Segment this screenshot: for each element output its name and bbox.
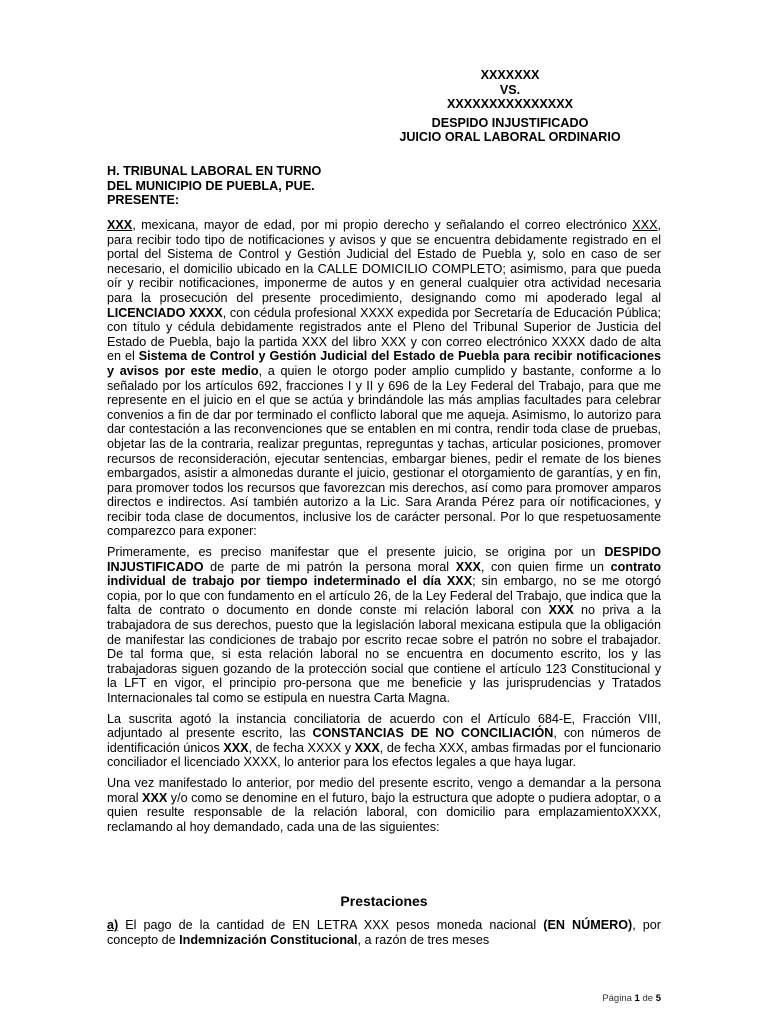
text-run: , mexicana, mayor de edad, por mi propio derecho y señalando el correo electrónico [132,218,633,232]
bold-run: XXX [142,790,168,805]
text-run: La suscrita agotó la instancia conciliatoria de acuerdo con el Artículo 684-E, Fracción VIII, adjuntado al presente escrito, las [107,711,661,741]
versus-label: VS. [499,82,521,97]
page-total: 5 [655,993,661,1004]
trial-type: JUICIO ORAL LABORAL ORDINARIO [399,130,621,144]
addressee-line-2: DEL MUNICIPIO DE PUEBLA, PUE. [107,178,315,193]
page-footer [602,993,661,1004]
bold-run: XXX [548,603,574,618]
bold-run: Indemnización Constitucional [179,932,358,947]
bold-run: (EN NÚMERO) [543,918,633,932]
text-run: de parte de mi patrón la persona moral [203,559,456,574]
text-run: , para recibir todo tipo de notificaciones y avisos y que se encuentra debidamente registrado en el portal del Sistema de Control y Gestión Judicial del Estado de Puebla y, solo en caso de ser necesario, el domicilio ubicado en la CALLE DOMICILIO COMPLETO; asimismo, para que pueda oír y recibir notificaciones, imponerme de autos y en general cualquier otra actividad necesaria para la prosecución del presente procedimiento, designando como mi apoderado legal al [107,218,661,305]
text-run: y/o como se denomine en el futuro, bajo la estructura que adopte o pudiera adoptar, o a quien resulte responsable de la relación laboral, con domicilio para emplazamientoXXXX, reclamando al hoy demandado, cada una de las siguientes: [107,790,661,834]
page-word: Página [602,993,632,1004]
attorney-name: LICENCIADO XXXX [107,305,223,320]
party-name: XXX [107,218,133,232]
addressee-line-3: PRESENTE: [107,193,180,207]
bold-run: contrato individual de trabajo por tiempo indeterminado el día XXX [107,559,662,589]
bold-run: CONSTANCIAS DE NO CONCILIACIÓN [312,726,554,741]
page-number: 1 [634,993,640,1004]
document-body [107,218,661,840]
case-type: DESPIDO INJUSTIFICADO [431,115,589,130]
bold-run: XXX [354,740,380,755]
paragraph-appearance [107,218,661,539]
paragraph-facts [107,545,661,706]
plaintiff-name: XXXXXXX [480,68,540,82]
bold-run: XXX [223,740,249,755]
text-run: Primeramente, es preciso manifestar que el presente juicio, se origina por un [107,545,605,560]
email-address: XXX [632,218,658,232]
bold-run: XXX [455,559,481,574]
text-run: , de fecha XXXX y [248,740,355,755]
text-run: , con quien firme un [480,559,611,574]
text-run: no priva a la trabajadora de sus derechos, puesto que la legislación laboral mexicana estipula que la obligación de manifestar las condiciones de trabajo por escrito recae sobre el patrón no sobre el trabajador. De tal forma que, si esta relación laboral no se encuentra en documento escrito, los y las trabajadoras siguen gozando de la protección social que contiene el artículo 123 Constitucional y la LFT en vigor, el principio pro-persona que me beneficie y las jurisprudencias y Tratados Internacionales tal como se estipula en nuestra Carta Magna. [107,603,661,705]
prestacion-item-a [107,918,661,947]
section-title-prestaciones: Prestaciones [340,893,428,909]
text-run: , a razón de tres meses [357,932,490,947]
case-caption [360,68,660,145]
of-word: de [642,993,654,1004]
item-marker: a) [107,918,119,932]
text-run: El pago de la cantidad de EN LETRA XXX pesos moneda nacional [118,918,544,932]
defendant-name: XXXXXXXXXXXXXXX [447,97,573,111]
text-run: , por concepto de [107,918,661,947]
paragraph-demand [107,776,661,834]
text-run: ; sin embargo, no se me otorgó copia, por lo que con fundamento en el artículo 26, de la Ley Federal del Trabajo, que indica que la falta de contrato o documento en donde conste mi relación laboral con [107,574,662,618]
addressee-line-1: H. TRIBUNAL LABORAL EN TURNO [107,164,322,178]
bold-run: DESPIDO INJUSTIFICADO [107,545,661,574]
system-name: Sistema de Control y Gestión Judicial del Estado de Puebla para recibir notificaciones y avisos por este medio [107,349,661,378]
addressee-block [107,164,321,208]
paragraph-conciliation [107,712,661,770]
text-run: , con números de identificación únicos [107,726,661,755]
text-run: Una vez manifestado lo anterior, por medio del presente escrito, vengo a demandar a la persona moral [107,775,661,805]
text-run: , de fecha XXX, ambas firmadas por el funcionario conciliador el licenciado XXXX, lo anterior para los efectos legales a que haya lugar. [107,740,661,770]
text-run: , a quien le otorgo poder amplio cumplido y bastante, conforme a lo señalado por los artículos 692, fracciones I y II y 696 de la Ley Federal del Trabajo, para que me represente en el juicio en el que se actúa y brindándole las más amplias facultades para celebrar convenios a fin de dar por terminado el conflicto laboral que me aqueja. Asimismo, lo autorizo para dar contestación a las reconvenciones que se entablen en mi contra, rendir toda clase de pruebas, objetar las de la contraria, realizar preguntas, repreguntas y tachas, articular posiciones, promover recursos de reconsideración, ejecutar sentencias, embargar bienes, pedir el remate de los bienes embargados, asistir a almonedas durante el juicio, gestionar el otorgamiento de garantías, y en fin, para promover todos los recursos que favorezcan mis derechos, así como para promover amparos directos e indirectos. Así también autorizo a la Lic. Sara Aranda Pérez para oír notificaciones, y recibir toda clase de documentos, inclusive los de carácter personal. Por lo que respetuosamente comparezco para exponer: [107,363,661,539]
text-run: , con cédula profesional XXXX expedida por Secretaría de Educación Pública; con título y cédula debidamente registrados ante el Pleno del Tribunal Superior de Justicia del Estado de Puebla, bajo la partida XXX del libro XXX y con correo electrónico XXXX dado de alta en el [107,305,661,364]
